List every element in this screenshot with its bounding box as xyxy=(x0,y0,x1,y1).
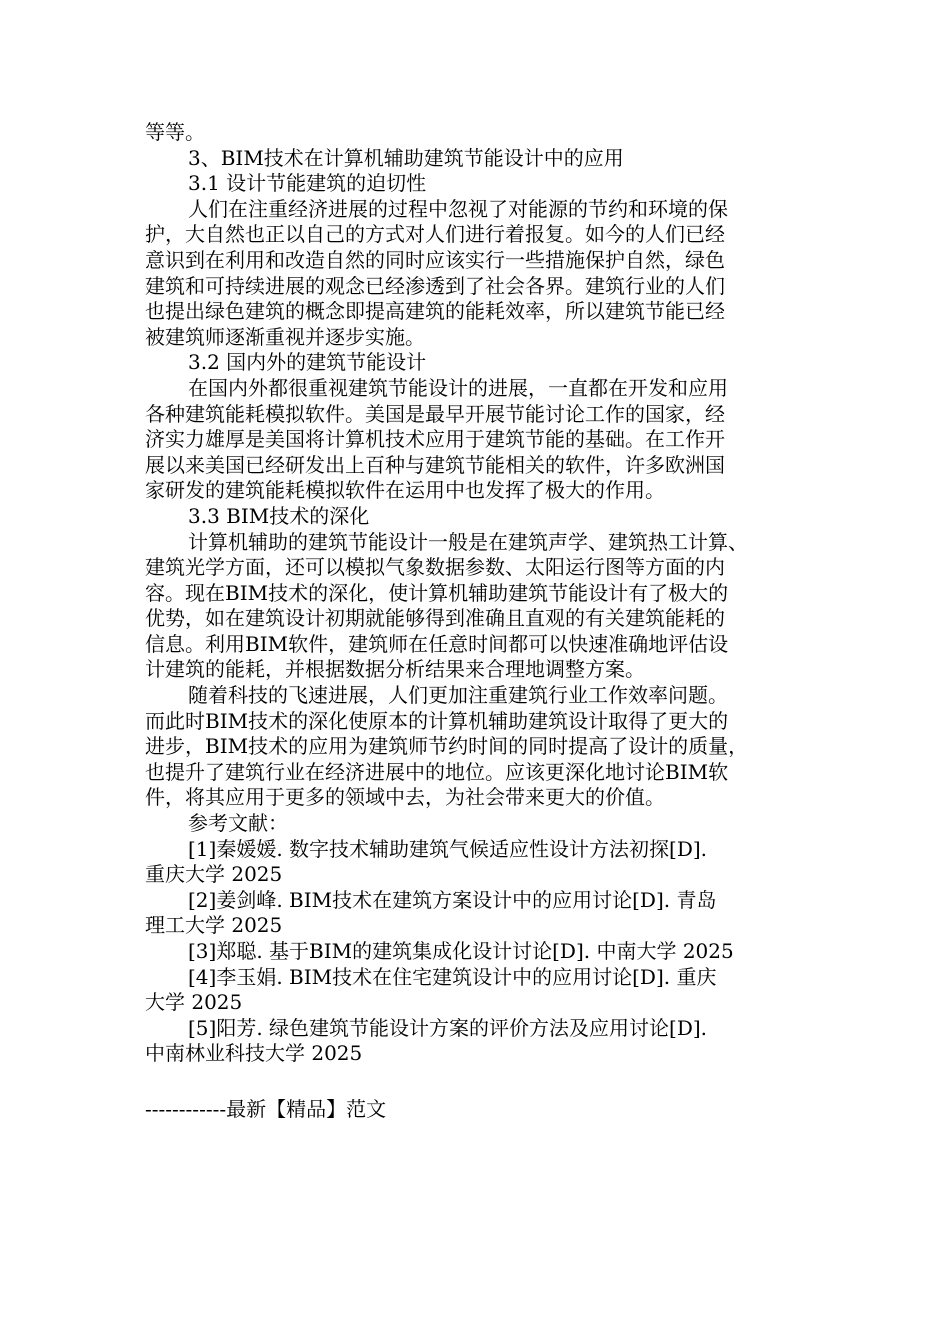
text-line: 家研发的建筑能耗模拟软件在运用中也发挥了极大的作用。 xyxy=(145,478,665,503)
reference-item: 大学 2025 xyxy=(145,990,243,1015)
reference-item: [4]李玉娟. BIM技术在住宅建筑设计中的应用讨论[D]. 重庆 xyxy=(188,964,717,989)
subsection-heading: 3.2 国内外的建筑节能设计 xyxy=(188,350,427,375)
text-line: 护，大自然也正以自己的方式对人们进行着报复。如今的人们已经 xyxy=(145,222,725,247)
text-line: 随着科技的飞速进展，人们更加注重建筑行业工作效率问题。 xyxy=(188,683,728,708)
text-line: 人们在注重经济进展的过程中忽视了对能源的节约和环境的保 xyxy=(188,196,728,221)
page-footer: ------------最新【精品】范文 xyxy=(145,1097,387,1121)
text-line: 也提出绿色建筑的概念即提高建筑的能耗效率，所以建筑节能已经 xyxy=(145,299,725,324)
text-line: 计算机辅助的建筑节能设计一般是在建筑声学、建筑热工计算、 xyxy=(188,529,748,554)
text-line: 而此时BIM技术的深化使原本的计算机辅助建筑设计取得了更大的 xyxy=(145,708,729,733)
subsection-heading: 3.3 BIM技术的深化 xyxy=(188,503,370,528)
text-line: 各种建筑能耗模拟软件。美国是最早开展节能讨论工作的国家，经 xyxy=(145,401,725,426)
text-line: 济实力雄厚是美国将计算机技术应用于建筑节能的基础。在工作开 xyxy=(145,427,725,452)
text-line: 容。现在BIM技术的深化，使计算机辅助建筑节能设计有了极大的 xyxy=(145,580,729,605)
reference-item: 重庆大学 2025 xyxy=(145,862,283,887)
reference-item: 理工大学 2025 xyxy=(145,913,283,938)
text-line: 在国内外都很重视建筑节能设计的进展，一直都在开发和应用 xyxy=(188,375,728,400)
text-line: 计建筑的能耗，并根据数据分析结果来合理地调整方案。 xyxy=(145,657,645,682)
text-line: 建筑和可持续进展的观念已经渗透到了社会各界。建筑行业的人们 xyxy=(145,273,725,298)
text-line: 优势，如在建筑设计初期就能够得到准确且直观的有关建筑能耗的 xyxy=(145,606,725,631)
text-line: 被建筑师逐渐重视并逐步实施。 xyxy=(145,324,425,349)
text-line: 等等。 xyxy=(145,120,205,144)
text-line: 信息。利用BIM软件，建筑师在任意时间都可以快速准确地评估设 xyxy=(145,631,729,656)
subsection-heading: 3.1 设计节能建筑的迫切性 xyxy=(188,171,427,196)
references-heading: 参考文献： xyxy=(188,811,288,836)
text-line: 件，将其应用于更多的领域中去，为社会带来更大的价值。 xyxy=(145,785,665,810)
text-line: 意识到在利用和改造自然的同时应该实行一些措施保护自然，绿色 xyxy=(145,247,725,272)
text-line: 展以来美国已经研发出上百种与建筑节能相关的软件，许多欧洲国 xyxy=(145,452,725,477)
text-line: 建筑光学方面，还可以模拟气象数据参数、太阳运行图等方面的内 xyxy=(145,555,725,580)
text-line: 进步，BIM技术的应用为建筑师节约时间的同时提高了设计的质量， xyxy=(145,734,749,759)
reference-item: [5]阳芳. 绿色建筑节能设计方案的评价方法及应用讨论[D]. xyxy=(188,1015,708,1040)
reference-item: [1]秦媛媛. 数字技术辅助建筑气候适应性设计方法初探[D]. xyxy=(188,836,708,861)
reference-item: [2]姜剑峰. BIM技术在建筑方案设计中的应用讨论[D]. 青岛 xyxy=(188,887,717,912)
text-line: 也提升了建筑行业在经济进展中的地位。应该更深化地讨论BIM软 xyxy=(145,759,729,784)
document-body xyxy=(145,120,810,1067)
section-heading: 3、BIM技术在计算机辅助建筑节能设计中的应用 xyxy=(188,145,624,170)
reference-item: 中南林业科技大学 2025 xyxy=(145,1041,363,1066)
reference-item: [3]郑聪. 基于BIM的建筑集成化设计讨论[D]. 中南大学 2025 xyxy=(188,939,734,963)
